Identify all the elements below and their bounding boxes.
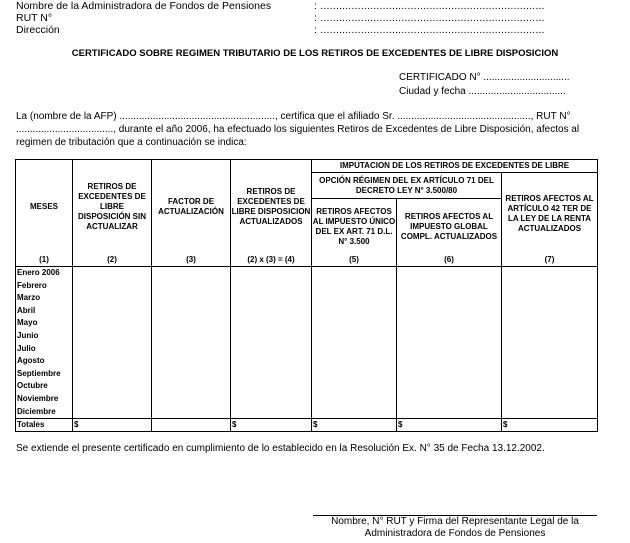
signature-label-1: Nombre, N° RUT y Firma del Representante Legal de la: [331, 516, 579, 527]
intro-line-2: ..................................., durante el año 2006, ha efectuado los siguientes Retiros de Excedentes de Libre Disposición, afectos al: [16, 124, 580, 135]
col-header-withdrawals-unadjusted: RETIROS DE EXCEDENTES DE LIBRE DISPOSICIÓN SIN ACTUALIZAR: [73, 160, 152, 255]
signature-label-2: Administradora de Fondos de Pensiones: [364, 528, 546, 539]
col-header-art42ter: RETIROS AFECTOS AL ARTÍCULO 42 TER DE LA LEY DE LA RENTA ACTUALIZADOS: [502, 173, 598, 255]
document-title: CERTIFICADO SOBRE REGIMEN TRIBUTARIO DE LOS RETIROS DE EXCEDENTES DE LIBRE DISPOSICION: [71, 48, 559, 59]
month-label: Octubre: [17, 381, 48, 391]
data-cell: [231, 267, 312, 419]
data-cell: [397, 267, 502, 419]
total-currency: $: [312, 419, 397, 432]
col-number: (1): [16, 255, 73, 267]
data-cell: [152, 267, 231, 419]
month-label: Abril: [17, 305, 36, 315]
address-label: Dirección: [16, 24, 60, 36]
data-cell: [312, 267, 397, 419]
col-header-withdrawals-adjusted: RETIROS DE EXCEDENTES DE LIBRE DISPOSICION ACTUALIZADOS: [231, 160, 312, 255]
month-label: Septiembre: [17, 368, 61, 378]
col-header-global-tax: RETIROS AFECTOS AL IMPUESTO GLOBAL COMPL. ACTUALIZADOS: [397, 199, 502, 255]
city-date: Ciudad y fecha ...................................: [399, 86, 566, 97]
col-number: (2) x (3) = (4): [231, 255, 312, 267]
rut-label: RUT N°: [16, 12, 53, 24]
afp-name-label: Nombre de la Administradora de Fondos de Pensiones: [16, 0, 272, 12]
col-number: (5): [312, 255, 397, 267]
month-label: Diciembre: [17, 406, 56, 416]
month-label: Noviembre: [17, 393, 59, 403]
signature-block: [313, 516, 597, 540]
footer-statement: Se extiende el presente certificado en cumplimiento de lo establecido en la Resolución Ex. N° 35 de Fecha 13.12.2002.: [16, 443, 545, 454]
month-label: Mayo: [17, 318, 38, 328]
data-cell: [73, 267, 152, 419]
total-currency: $: [397, 419, 502, 432]
total-cell: [152, 419, 231, 432]
month-label: Febrero: [17, 280, 47, 290]
totals-label: Totales: [16, 419, 73, 432]
data-cell: [502, 267, 598, 419]
total-currency: $: [73, 419, 152, 432]
col-number: (3): [152, 255, 231, 267]
col-number: (7): [502, 255, 598, 267]
col-number: (6): [397, 255, 502, 267]
month-label: Julio: [17, 343, 36, 353]
subgroup-header-art71: OPCIÓN RÉGIMEN DEL EX ARTÍCULO 71 DEL DECRETO LEY N° 3.500/80: [312, 173, 502, 199]
month-label: Agosto: [17, 356, 45, 366]
months-list: [16, 267, 73, 419]
month-label: Enero 2006: [17, 268, 60, 277]
col-header-months: MESES: [16, 160, 73, 255]
month-label: Marzo: [17, 293, 41, 303]
total-currency: $: [231, 419, 312, 432]
intro-line-1: La (nombre de la AFP) ........................................................, certifica que el afiliado Sr. ................................................, RUT N°: [16, 111, 571, 122]
certificate-number: CERTIFICADO N° ...............................: [399, 72, 570, 83]
rut-value: : ........................................................................: [314, 12, 545, 24]
afp-name-value: : ........................................................................: [314, 0, 545, 12]
address-value: : ........................................................................: [314, 24, 545, 36]
col-header-adjustment-factor: FACTOR DE ACTUALIZACIÓN: [152, 160, 231, 255]
withdrawals-table: [15, 159, 598, 432]
month-label: Junio: [17, 330, 39, 340]
col-number: (2): [73, 255, 152, 267]
intro-line-3: regimen de tributación que a continuación se indica:: [16, 137, 247, 148]
col-header-single-tax: RETIROS AFECTOS AL IMPUESTO ÚNICO DEL EX ART. 71 D.L. N° 3.500: [312, 199, 397, 255]
total-currency: $: [502, 419, 598, 432]
group-header-imputation: IMPUTACION DE LOS RETIROS DE EXCEDENTES DE LIBRE: [312, 160, 598, 173]
